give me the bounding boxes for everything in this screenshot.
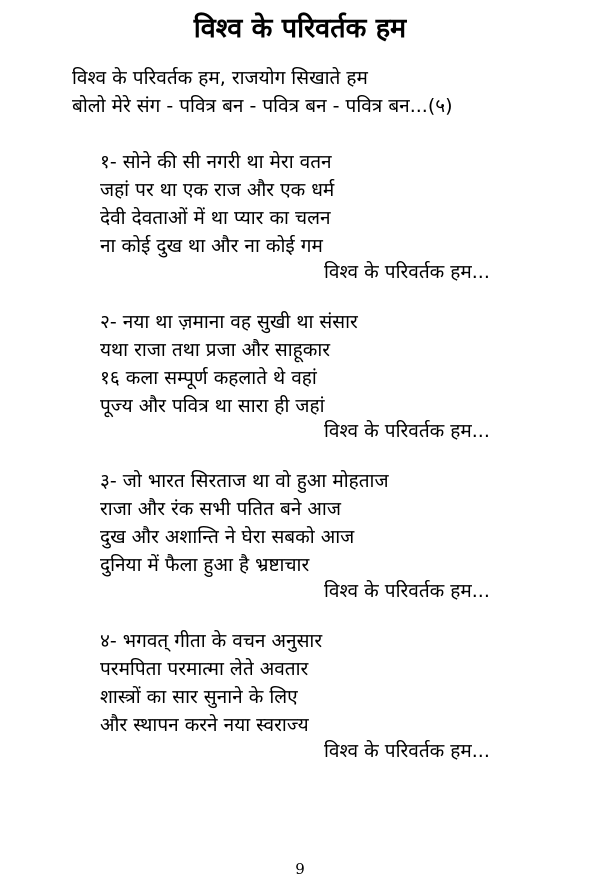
stanza-4 [100,627,322,739]
stanza-line: और स्थापन करने नया स्वराज्य [100,714,309,736]
stanza-line: ना कोई दुख था और ना कोई गम [100,235,323,257]
chorus [72,64,453,120]
stanza-line: ४- भगवत् गीता के वचन अनुसार [100,630,323,652]
page-number: 9 [295,860,305,878]
stanza-2 [100,308,358,420]
stanza-line: परमपिता परमात्मा लेते अवतार [100,658,309,680]
stanza-line: जहां पर था एक राज और एक धर्म [100,179,335,201]
refrain-1: विश्व के परिवर्तक हम... [324,261,490,283]
stanza-line: दुनिया में फैला हुआ है भ्रष्टाचार [100,554,310,576]
stanza-line: पूज्य और पवित्र था सारा ही जहां [100,395,325,417]
refrain-3: विश्व के परिवर्तक हम... [324,580,490,602]
refrain-2: विश्व के परिवर्तक हम... [324,420,490,442]
stanza-line: १- सोने की सी नगरी था मेरा वतन [100,151,332,173]
stanza-line: दुख और अशान्ति ने घेरा सबको आज [100,526,355,548]
refrain-4: विश्व के परिवर्तक हम... [324,740,490,762]
stanza-line: देवी देवताओं में था प्यार का चलन [100,207,331,229]
stanza-line: यथा राजा तथा प्रजा और साहूकार [100,339,331,361]
chorus-line: विश्व के परिवर्तक हम, राजयोग सिखाते हम [72,67,368,89]
stanza-line: राजा और रंक सभी पतित बने आज [100,498,341,520]
stanza-1 [100,148,334,260]
stanza-line: ३- जो भारत सिरताज था वो हुआ मोहताज [100,470,389,492]
song-title: विश्व के परिवर्तक हम [193,13,407,44]
stanza-line: २- नया था ज़माना वह सुखी था संसार [100,311,358,333]
chorus-line: बोलो मेरे संग - पवित्र बन - पवित्र बन - पवित्र बन...(५) [72,95,453,117]
stanza-line: शास्त्रों का सार सुनाने के लिए [100,686,298,708]
stanza-3 [100,467,389,579]
stanza-line: १६ कला सम्पूर्ण कहलाते थे वहां [100,367,317,389]
